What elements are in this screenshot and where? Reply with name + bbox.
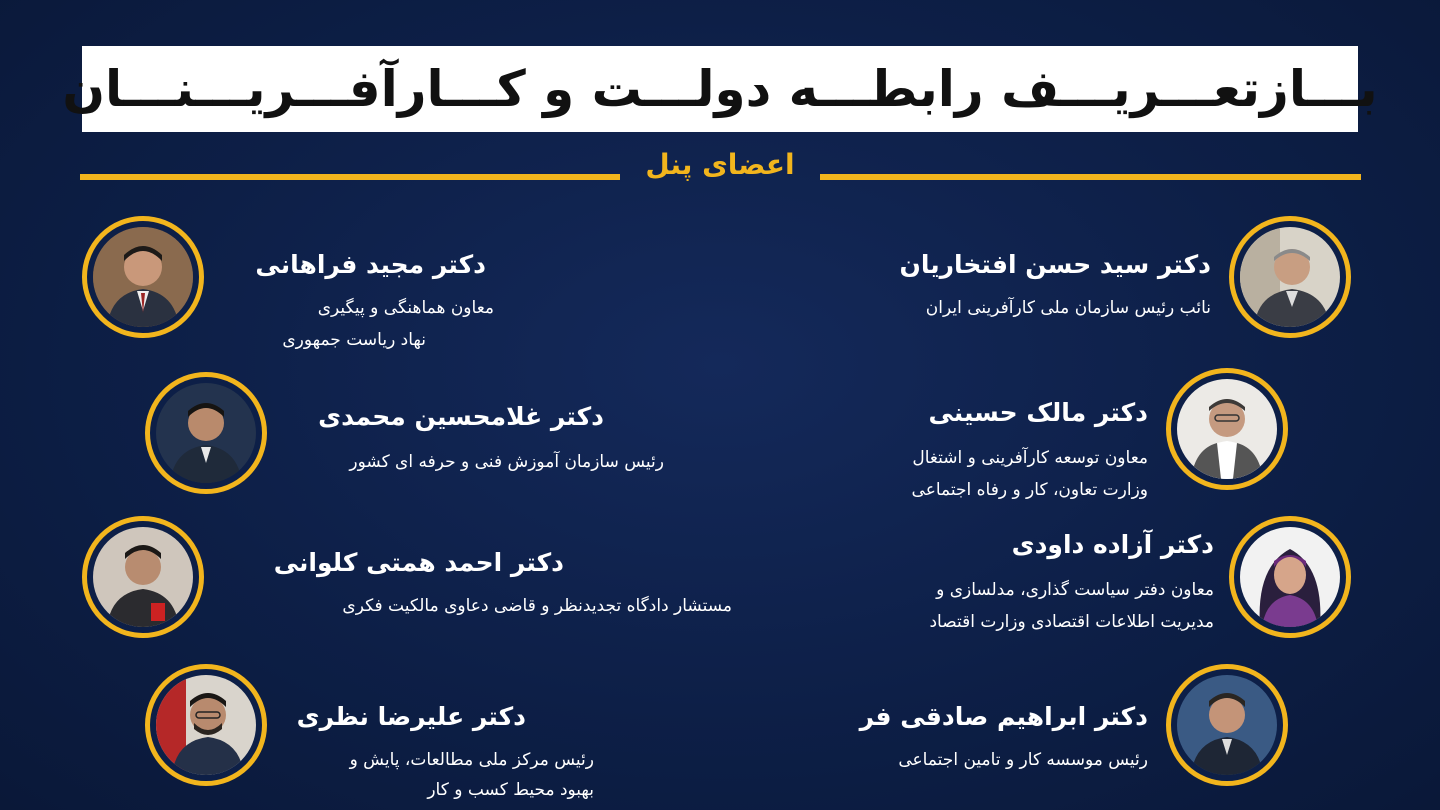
member-photo xyxy=(1229,516,1351,638)
portrait-icon xyxy=(1240,527,1340,627)
portrait-icon xyxy=(156,675,256,775)
member-role: وزارت تعاون، کار و رفاه اجتماعی xyxy=(911,480,1148,500)
member-photo xyxy=(145,664,267,786)
member-role: نهاد ریاست جمهوری xyxy=(282,330,426,350)
divider-left xyxy=(80,174,620,180)
member-photo xyxy=(1166,368,1288,490)
member-role: نائب رئیس سازمان ملی کارآفرینی ایران xyxy=(925,298,1211,318)
member-role: معاون دفتر سیاست گذاری، مدلسازی و xyxy=(936,580,1214,600)
portrait-icon xyxy=(156,383,256,483)
member-role: رئیس مرکز ملی مطالعات، پایش و xyxy=(349,750,594,770)
member-photo xyxy=(1166,664,1288,786)
member-role: رئیس سازمان آموزش فنی و حرفه ای کشور xyxy=(349,452,664,472)
member-role: رئیس موسسه کار و تامین اجتماعی xyxy=(898,750,1148,770)
member-name: دکتر ابراهیم صادقی فر xyxy=(859,702,1148,731)
member-name: دکتر غلامحسین محمدی xyxy=(318,402,604,431)
member-photo xyxy=(82,216,204,338)
member-role: معاون هماهنگی و پیگیری xyxy=(317,298,494,318)
member-role: بهبود محیط کسب و کار xyxy=(427,780,594,800)
page-title: بـــازتعـــریـــف رابطـــه دولـــت و کـــارآفـــریـــنـــان xyxy=(62,60,1378,118)
member-photo xyxy=(82,516,204,638)
member-photo xyxy=(1229,216,1351,338)
section-title: اعضای پنل xyxy=(645,148,795,181)
portrait-icon xyxy=(1240,227,1340,327)
title-banner xyxy=(62,46,1378,132)
member-name: دکتر مجید فراهانی xyxy=(255,250,486,279)
portrait-icon xyxy=(93,227,193,327)
portrait-icon xyxy=(93,527,193,627)
portrait-icon xyxy=(1177,379,1277,479)
member-name: دکتر علیرضا نظری xyxy=(296,702,526,731)
member-name: دکتر احمد همتی کلوانی xyxy=(273,548,564,577)
member-role: مدیریت اطلاعات اقتصادی وزارت اقتصاد xyxy=(929,612,1214,632)
divider-right xyxy=(820,174,1361,180)
member-name: دکتر مالک حسینی xyxy=(928,398,1148,427)
member-name: دکتر سید حسن افتخاریان xyxy=(899,250,1211,279)
member-photo xyxy=(145,372,267,494)
portrait-icon xyxy=(1177,675,1277,775)
member-role: مستشار دادگاه تجدیدنظر و قاضی دعاوی مالکیت فکری xyxy=(342,596,732,616)
member-role: معاون توسعه کارآفرینی و اشتغال xyxy=(912,448,1148,468)
member-name: دکتر آزاده داودی xyxy=(1011,530,1214,559)
